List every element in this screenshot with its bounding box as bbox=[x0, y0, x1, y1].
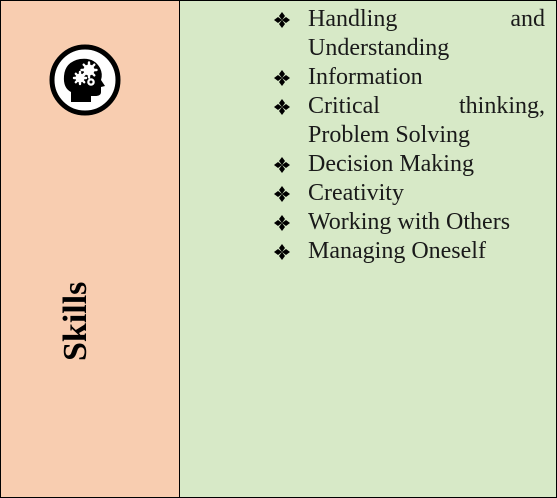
diamond-bullet-icon bbox=[270, 208, 298, 237]
skills-list-cell bbox=[180, 1, 556, 497]
skills-list bbox=[270, 5, 545, 266]
diamond-bullet-icon bbox=[270, 150, 298, 179]
skill-item bbox=[270, 92, 545, 150]
skill-item-text: Working with Others bbox=[308, 209, 511, 235]
skill-item bbox=[270, 208, 545, 237]
skill-item-text: Handling and Understanding bbox=[308, 6, 545, 61]
skill-item bbox=[270, 179, 545, 208]
skill-item-text: Managing Oneself bbox=[308, 238, 486, 264]
skill-item bbox=[270, 5, 545, 63]
skill-item bbox=[270, 237, 545, 266]
skill-item bbox=[270, 150, 545, 179]
diamond-bullet-icon bbox=[270, 179, 298, 208]
diamond-bullet-icon bbox=[270, 5, 298, 34]
skill-item bbox=[270, 63, 545, 92]
skill-item-text: Decision Making bbox=[308, 151, 474, 177]
diamond-bullet-icon bbox=[270, 63, 298, 92]
skill-item-text: Information bbox=[308, 64, 423, 90]
diamond-bullet-icon bbox=[270, 92, 298, 121]
head-gears-icon bbox=[49, 44, 121, 116]
skills-heading: Skills bbox=[57, 281, 94, 361]
skill-item-text: Critical thinking, Problem Solving bbox=[308, 93, 545, 148]
skills-heading-cell bbox=[1, 1, 180, 497]
skill-item-text: Creativity bbox=[308, 180, 404, 206]
diamond-bullet-icon bbox=[270, 237, 298, 266]
